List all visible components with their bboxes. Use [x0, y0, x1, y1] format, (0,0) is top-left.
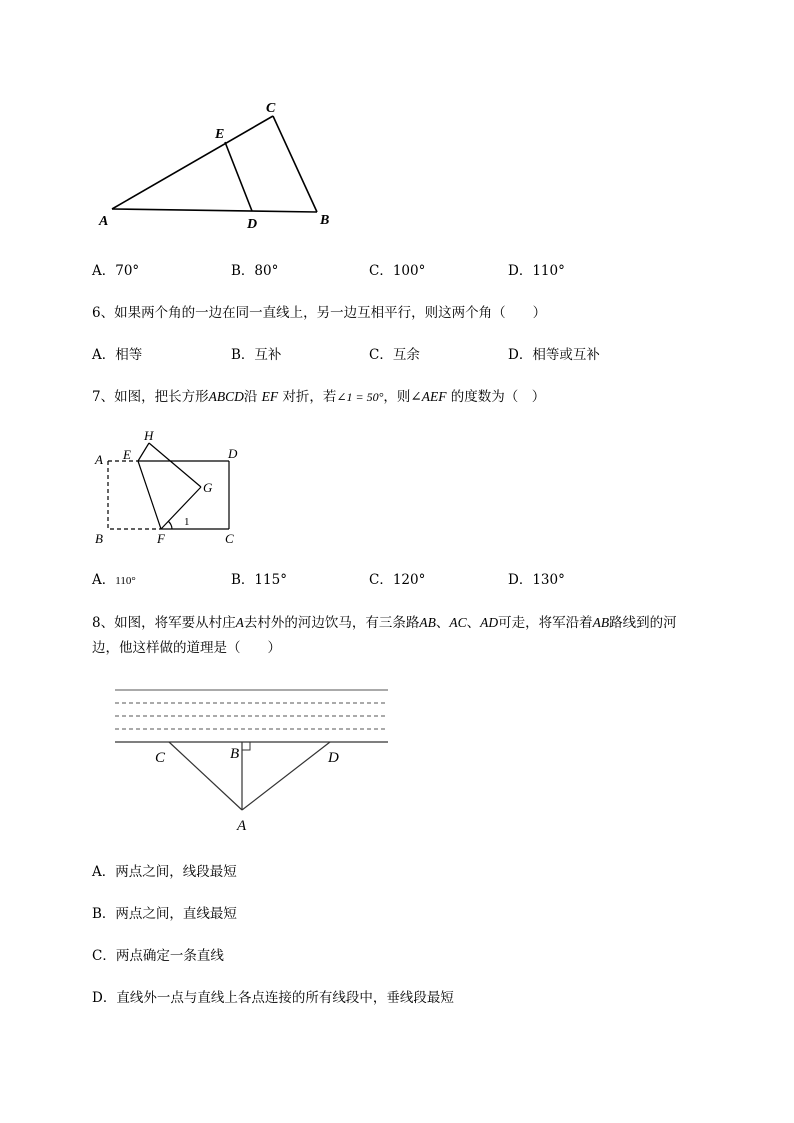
label-c: C: [225, 531, 234, 546]
option-text: 两点确定一条直线: [115, 948, 224, 964]
option-letter: A．: [92, 263, 116, 279]
stem-text: 7、如图，把长方形: [92, 389, 209, 405]
stem-text: 、: [466, 615, 481, 631]
option-text: 相等: [115, 347, 143, 363]
q7-option-c[interactable]: [369, 571, 425, 589]
option-text: 80°: [254, 263, 279, 279]
stem-math: EF: [261, 389, 279, 404]
option-letter: D．: [508, 347, 533, 363]
option-text: 110°: [115, 575, 136, 587]
q8-stem-line2: 边，他这样做的道理是（ ）: [92, 640, 281, 656]
q7-stem: [92, 388, 545, 406]
label-g: G: [203, 480, 213, 495]
stem-text: 沿: [243, 389, 262, 405]
q8-option-d[interactable]: [92, 989, 454, 1007]
label-d: D: [228, 446, 238, 461]
q8-option-a[interactable]: [92, 863, 237, 881]
option-letter: C．: [369, 572, 393, 588]
option-letter: B．: [231, 263, 255, 279]
stem-math: ABCD: [208, 389, 244, 404]
option-text: 两点之间，线段最短: [115, 864, 237, 880]
stem-math: ∠1 = 50°: [336, 390, 384, 404]
option-letter: A．: [92, 864, 116, 880]
label-a: A: [99, 214, 109, 229]
label-d: D: [247, 217, 258, 232]
folded-rectangle-figure-q7: [90, 425, 250, 550]
q6-stem: 6、如果两个角的一边在同一直线上，另一边互相平行，则这两个角（ ）: [92, 305, 547, 321]
stem-math: AD: [480, 615, 499, 630]
option-letter: D．: [92, 990, 117, 1006]
q5-option-c[interactable]: [369, 262, 425, 280]
stem-math: AC: [449, 615, 467, 630]
label-e: E: [123, 447, 131, 462]
option-letter: B．: [92, 906, 116, 922]
option-text: 70°: [115, 263, 140, 279]
stem-math: ∠AEF: [410, 389, 447, 404]
stem-text: 的度数为（ ）: [446, 389, 546, 405]
option-letter: A．: [92, 572, 116, 588]
label-a: A: [95, 452, 103, 467]
label-d: D: [328, 750, 339, 766]
label-c: C: [266, 101, 276, 116]
label-c: C: [155, 750, 166, 766]
river-figure-q8: [110, 680, 395, 840]
q8-option-c[interactable]: [92, 947, 224, 965]
option-letter: A．: [92, 347, 116, 363]
q5-option-a[interactable]: [92, 262, 139, 280]
label-e: E: [215, 127, 225, 142]
label-a: A: [237, 818, 247, 834]
option-letter: D．: [508, 572, 533, 588]
q5-option-d[interactable]: [508, 262, 565, 280]
option-text: 互余: [392, 347, 420, 363]
stem-text: 路线到的河: [609, 615, 677, 631]
stem-text: 对折，若: [278, 389, 337, 405]
label-f: F: [157, 531, 165, 546]
label-b: B: [95, 531, 103, 546]
q8-option-b[interactable]: [92, 905, 237, 923]
stem-math: A: [235, 615, 244, 630]
stem-math: AB: [592, 615, 610, 630]
stem-text: 可走，将军沿着: [498, 615, 593, 631]
stem-text: 、: [435, 615, 450, 631]
q6-option-b[interactable]: [231, 346, 281, 364]
label-h: H: [144, 428, 154, 443]
q7-option-b[interactable]: [231, 571, 287, 589]
option-text: 互补: [254, 347, 282, 363]
option-letter: C．: [369, 263, 393, 279]
stem-text: 去村外的河边饮马，有三条路: [243, 615, 420, 631]
q7-option-d[interactable]: [508, 571, 565, 589]
triangle-figure-q5: [90, 95, 350, 235]
stem-text: 8、如图，将军要从村庄: [92, 615, 236, 631]
q8-stem-line1: [92, 614, 677, 632]
option-text: 两点之间，直线最短: [115, 906, 237, 922]
option-text: 直线外一点与直线上各点连接的所有线段中，垂线段最短: [116, 990, 454, 1006]
option-text: 130°: [532, 572, 565, 588]
q6-option-a[interactable]: [92, 346, 142, 364]
q6-option-d[interactable]: [508, 346, 600, 364]
q6-option-c[interactable]: [369, 346, 420, 364]
stem-text: ，则: [383, 389, 411, 405]
stem-math: AB: [419, 615, 436, 630]
option-letter: B．: [231, 347, 255, 363]
option-letter: D．: [508, 263, 533, 279]
option-letter: B．: [231, 572, 255, 588]
option-text: 120°: [392, 572, 426, 588]
option-letter: C．: [92, 948, 116, 964]
label-b: B: [320, 213, 330, 228]
q7-option-a[interactable]: [92, 571, 136, 590]
angle-label: 1: [184, 516, 190, 528]
option-text: 相等或互补: [532, 347, 600, 363]
label-b: B: [230, 746, 240, 762]
option-text: 115°: [254, 572, 287, 588]
q5-option-b[interactable]: [231, 262, 278, 280]
option-letter: C．: [369, 347, 393, 363]
option-text: 110°: [532, 263, 565, 279]
option-text: 100°: [392, 263, 426, 279]
